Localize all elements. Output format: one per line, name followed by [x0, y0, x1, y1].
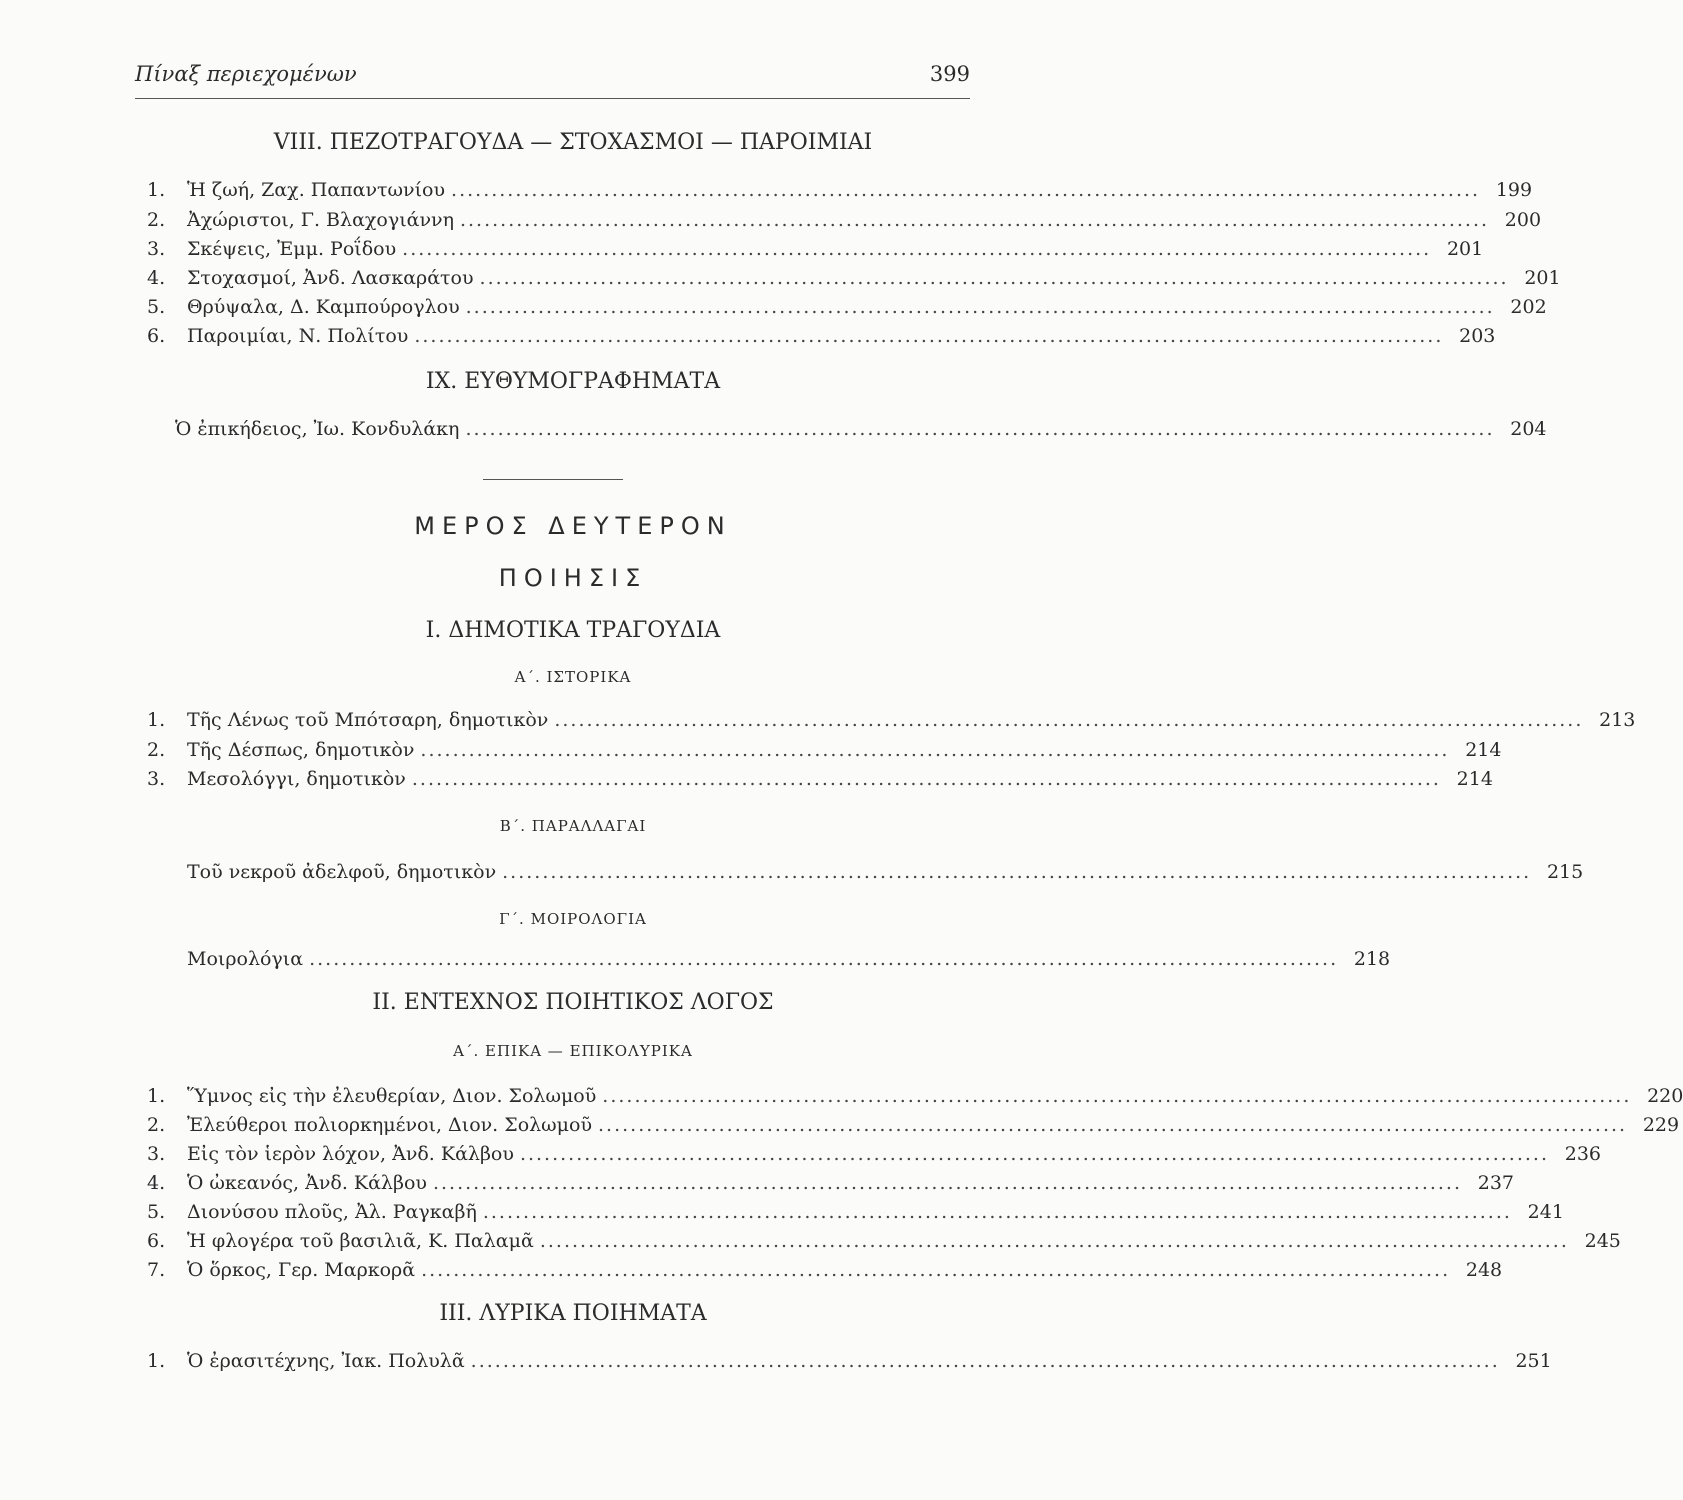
entry-number: 7. — [147, 1259, 166, 1281]
entry-title: Τῆς Δέσπως, δημοτικὸν — [187, 739, 415, 761]
dot-leader: ................................................................................................................................ — [465, 418, 1495, 440]
toc-entry — [147, 1257, 1503, 1283]
toc-entry — [147, 294, 1547, 320]
entry-title: Παροιμίαι, Ν. Πολίτου — [187, 325, 409, 347]
entry-number: 1. — [147, 179, 166, 201]
dot-leader: ................................................................................................................................ — [411, 768, 1441, 790]
dot-leader: ................................................................................................................................ — [414, 325, 1444, 347]
toc-entry — [147, 1083, 1683, 1109]
dot-leader: ................................................................................................................................ — [602, 1085, 1632, 1107]
section-viii-heading: VIII. ΠΕΖΟΤΡΑΓΟΥΔΑ — ΣΤΟΧΑΣΜΟΙ — ΠΑΡΟΙΜΙΑΙ — [273, 130, 873, 155]
section-ii-heading: II. ΕΝΤΕΧΝΟΣ ΠΟΙΗΤΙΚΟΣ ΛΟΓΟΣ — [372, 990, 774, 1015]
entry-number: 3. — [147, 238, 166, 260]
part-two-heading: ΜΕΡΟΣ ΔΕΥΤΕΡΟΝ — [414, 512, 732, 540]
entry-number: 3. — [147, 1143, 166, 1165]
entry-title: Ὁ ἐπικήδειος, Ἰω. Κονδυλάκη — [175, 418, 460, 440]
toc-entry — [187, 859, 1584, 885]
dot-leader: ................................................................................................................................ — [402, 238, 1432, 260]
dot-leader: ................................................................................................................................ — [309, 948, 1339, 970]
toc-entry — [147, 1228, 1621, 1254]
entry-number: 5. — [147, 296, 166, 318]
entry-page: 204 — [1510, 418, 1547, 440]
page-number: 399 — [929, 62, 970, 86]
entry-title: Εἰς τὸν ἱερὸν λόχον, Ἀνδ. Κάλβου — [187, 1143, 514, 1165]
dot-leader: ................................................................................................................................ — [421, 1259, 1451, 1281]
dot-leader: ................................................................................................................................ — [432, 1172, 1463, 1194]
entry-title: Ὁ ἐρασιτέχνης, Ἰακ. Πολυλᾶ — [187, 1350, 465, 1372]
entry-title: Ἀχώριστοι, Γ. Βλαχογιάννη — [187, 209, 454, 231]
toc-entry — [147, 737, 1502, 763]
entry-title: Τῆς Λένως τοῦ Μπότσαρη, δημοτικὸν — [187, 709, 549, 731]
entry-title: Θρύψαλα, Δ. Καμπούρογλου — [187, 296, 460, 318]
running-head-title: Πίναξ περιεχομένων — [135, 62, 357, 86]
entry-number: 4. — [147, 267, 166, 289]
dot-leader: ................................................................................................................................ — [465, 296, 1495, 318]
entry-title: Στοχασμοί, Ἀνδ. Λασκαράτου — [187, 267, 474, 289]
entry-title: Ὁ ὅρκος, Γερ. Μαρκορᾶ — [187, 1259, 416, 1281]
entry-page: 245 — [1584, 1230, 1621, 1252]
entry-page: 229 — [1642, 1114, 1680, 1136]
toc-entry — [187, 946, 1391, 972]
toc-entry — [147, 1199, 1564, 1225]
toc-entry — [175, 416, 1547, 442]
entry-number: 2. — [147, 209, 166, 231]
dot-leader: ................................................................................................................................ — [554, 709, 1584, 731]
running-header — [135, 62, 970, 92]
entry-title: Ἡ φλογέρα τοῦ βασιλιᾶ, Κ. Παλαμᾶ — [187, 1230, 534, 1252]
section-i-sub-a-heading: Α΄. ΙΣΤΟΡΙΚΑ — [514, 668, 632, 686]
dot-leader: ................................................................................................................................ — [420, 739, 1450, 761]
entry-page: 220 — [1647, 1085, 1683, 1107]
toc-entry — [147, 236, 1484, 262]
entry-title: Μεσολόγγι, δημοτικὸν — [187, 768, 406, 790]
entry-title: Διονύσου πλοῦς, Ἀλ. Ραγκαβῆ — [187, 1201, 477, 1223]
entry-page: 218 — [1353, 948, 1391, 970]
dot-leader: ................................................................................................................................ — [479, 267, 1509, 289]
entry-title: Ἐλεύθεροι πολιορκημένοι, Διον. Σολωμοῦ — [187, 1114, 593, 1136]
section-ix-heading: IX. ΕΥΘΥΜΟΓΡΑΦΗΜΑΤΑ — [425, 369, 721, 394]
entry-page: 214 — [1456, 768, 1493, 790]
toc-entry — [147, 1170, 1515, 1196]
toc-entry — [147, 207, 1542, 233]
entry-page: 214 — [1465, 739, 1502, 761]
entry-number: 6. — [147, 325, 166, 347]
dot-leader: ................................................................................................................................ — [539, 1230, 1569, 1252]
entry-title: Σκέψεις, Ἐμμ. Ροΐδου — [187, 238, 397, 260]
entry-title: Μοιρολόγια — [187, 948, 304, 970]
entry-page: 213 — [1599, 709, 1636, 731]
entry-title: Ὕμνος εἰς τὴν ἐλευθερίαν, Διον. Σολωμοῦ — [187, 1085, 597, 1107]
entry-page: 201 — [1446, 238, 1484, 260]
entry-page: 203 — [1459, 325, 1496, 347]
part-two-subtitle: ΠΟΙΗΣΙΣ — [498, 564, 648, 592]
entry-number: 2. — [147, 1114, 166, 1136]
entry-page: 248 — [1465, 1259, 1503, 1281]
entry-title: Ὁ ὠκεανός, Ἀνδ. Κάλβου — [187, 1172, 427, 1194]
entry-page: 199 — [1495, 179, 1533, 201]
section-ii-sub-a-heading: Α΄. ΕΠΙΚΑ — ΕΠΙΚΟΛΥΡΙΚΑ — [453, 1042, 693, 1060]
toc-entry — [147, 707, 1636, 733]
entry-page: 241 — [1527, 1201, 1564, 1223]
dot-leader: ................................................................................................................................ — [470, 1350, 1500, 1372]
toc-entry — [147, 766, 1493, 792]
toc-entry — [147, 1112, 1680, 1138]
toc-entry — [147, 323, 1496, 349]
entry-number: 4. — [147, 1172, 166, 1194]
separator-rule — [483, 479, 623, 480]
dot-leader: ................................................................................................................................ — [519, 1143, 1549, 1165]
toc-entry — [147, 265, 1561, 291]
dot-leader: ................................................................................................................................ — [451, 179, 1481, 201]
header-rule — [135, 98, 970, 99]
entry-page: 251 — [1515, 1350, 1552, 1372]
entry-number: 1. — [147, 1085, 166, 1107]
entry-title: Ἡ ζωή, Ζαχ. Παπαντωνίου — [187, 179, 446, 201]
entry-page: 200 — [1504, 209, 1542, 231]
entry-page: 202 — [1510, 296, 1547, 318]
section-i-sub-c-heading: Γ΄. ΜΟΙΡΟΛΟΓΙΑ — [499, 910, 647, 928]
entry-number: 1. — [147, 709, 166, 731]
dot-leader: ................................................................................................................................ — [598, 1114, 1628, 1136]
entry-title: Τοῦ νεκροῦ ἀδελφοῦ, δημοτικὸν — [187, 861, 497, 883]
section-i-sub-b-heading: Β΄. ΠΑΡΑΛΛΑΓΑΙ — [499, 817, 647, 835]
entry-page: 215 — [1546, 861, 1584, 883]
dot-leader: ................................................................................................................................ — [459, 209, 1490, 231]
section-iii-heading: III. ΛΥΡΙΚΑ ΠΟΙΗΜΑΤΑ — [439, 1301, 707, 1326]
entry-page: 237 — [1477, 1172, 1515, 1194]
toc-entry — [147, 1141, 1601, 1167]
entry-page: 201 — [1524, 267, 1561, 289]
toc-entry — [147, 177, 1533, 203]
entry-number: 5. — [147, 1201, 166, 1223]
entry-number: 2. — [147, 739, 166, 761]
entry-number: 1. — [147, 1350, 166, 1372]
dot-leader: ................................................................................................................................ — [482, 1201, 1512, 1223]
entry-number: 6. — [147, 1230, 166, 1252]
dot-leader: ................................................................................................................................ — [502, 861, 1532, 883]
toc-entry — [147, 1348, 1552, 1374]
entry-page: 236 — [1564, 1143, 1601, 1165]
entry-number: 3. — [147, 768, 166, 790]
section-i-heading: I. ΔΗΜΟΤΙΚΑ ΤΡΑΓΟΥΔΙΑ — [425, 618, 721, 643]
